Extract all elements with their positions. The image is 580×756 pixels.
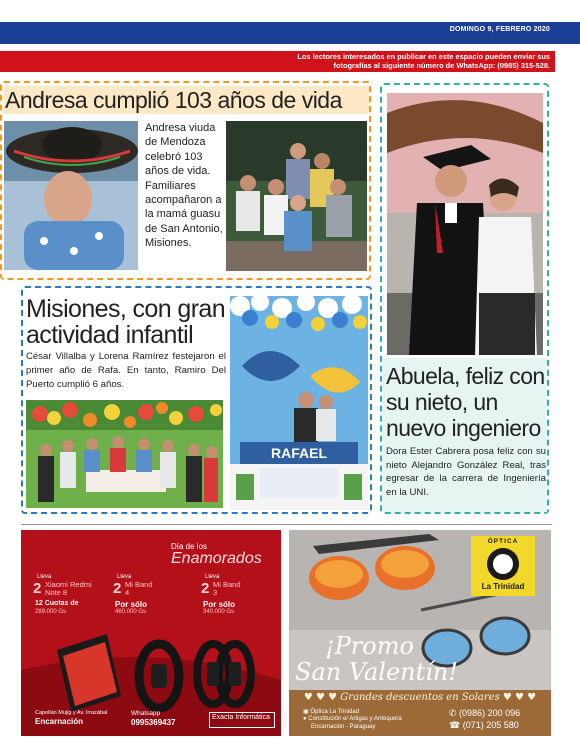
optica-strip-text: ♥ ♥ ♥ Grandes descuentos en Solares ♥ ♥ ♥ <box>303 692 537 703</box>
optica-logo-top: ÓPTICA <box>487 538 519 545</box>
offer-3-qty: 2 <box>201 580 210 597</box>
phone-icon: ☎ <box>449 720 463 730</box>
story-andresa-title: Andresa cumplió 103 años de vida <box>3 86 369 114</box>
photo-andresa-family <box>226 121 367 271</box>
optica-promo-line-2: San Valentín! <box>295 658 459 686</box>
optica-address-1: ● Constitución e/ Artigas y Antequera <box>303 716 402 722</box>
photo-andresa-portrait <box>4 121 138 270</box>
ad-exacta-brand-logo: Exacta Informática <box>209 712 275 728</box>
notice-line-1: Los lectores interesados en publicar en este espacio pueden enviar sus <box>297 52 550 61</box>
notice-text <box>190 53 550 70</box>
offer-2-qty: 2 <box>113 580 122 597</box>
offer-1-name: Xiaomi Redmi Note 8 <box>45 580 92 597</box>
ad-exacta-valentines <box>21 530 281 736</box>
whatsapp-number: WhatsApp: (0985) 315-528. <box>456 60 550 70</box>
ad-optica-la-trinidad <box>289 530 551 736</box>
cake-banner-text: RAFAEL <box>271 445 327 461</box>
offer-3-name: Mi Band 3 <box>213 580 241 597</box>
heart-icons: ♥ ♥ ♥ <box>499 692 537 703</box>
offer-1-label: Lleva <box>37 574 52 580</box>
offer-2-label: Lleva <box>117 574 132 580</box>
photo-party-group <box>26 400 223 508</box>
offer-2-price-label: Por sólo <box>115 600 148 609</box>
offer-1-qty: 2 <box>33 580 42 597</box>
story-abuela-body: Dora Ester Cabrera posa feliz con su nieto Alejandro González Real, tras egresar de la carrera de Ingeniería en la UNI. <box>386 446 546 498</box>
offer-3-price-label: Por sólo <box>203 600 236 609</box>
optica-info-strip <box>289 690 551 736</box>
optica-promo-line-1: ¡Promo <box>325 632 414 660</box>
whatsapp-icon: ✆ <box>449 708 460 718</box>
optica-address-2: Encarnación - Paraguay <box>311 724 376 730</box>
offer-3-label: Lleva <box>205 574 220 580</box>
offer-2-price: 460.000 Gs <box>115 609 147 615</box>
story-misiones-body: César Villalba y Lorena Ramírez festejaron el primer año de Rafa. En tanto, Ramiro Del Puerto cumplió 6 años. <box>26 351 226 390</box>
optica-logo-name: La Trinidad <box>481 582 525 591</box>
ads-separator <box>21 524 552 525</box>
ad-exacta-whatsapp-label: Whatsapp <box>131 710 161 717</box>
offer-1-price: 289.000 Gs <box>35 609 67 615</box>
offer-2-name: Mi Band 4 <box>125 580 153 597</box>
offer-3-price: 340.000 Gs <box>203 609 235 615</box>
story-andresa-body: Andresa viuda de Mendoza celebró 103 años de vida. Familiares acompañaron a la mamá guasu de San Antonio, Misiones. <box>145 122 223 250</box>
facebook-icon: ▣ <box>303 709 311 715</box>
optica-facebook: ▣ Óptica La Trinidad <box>303 709 360 715</box>
heart-icons: ♥ ♥ ♥ <box>303 692 341 703</box>
ad-exacta-whatsapp: 0995369437 <box>131 718 176 727</box>
optica-phone-2: ☎ (071) 205 580 <box>449 720 519 730</box>
page-date: DOMINGO 9, FEBRERO 2020 <box>449 26 550 33</box>
story-misiones-title: Misiones, con gran actividad infantil <box>26 295 226 349</box>
photo-graduate-with-grandmother <box>387 93 543 355</box>
top-white-strip <box>0 0 580 22</box>
photo-baby-shark-party <box>230 296 368 510</box>
ad-exacta-city: Encarnación <box>35 717 84 726</box>
ad-exacta-heading-script: Enamorados <box>171 550 262 567</box>
ad-exacta-address: Capellán Mujig y Av. Irrazábal <box>35 710 108 716</box>
ad-exacta-heading-small: Día de los <box>171 542 208 551</box>
optica-phone-1: ✆ (0986) 200 096 <box>449 708 521 718</box>
notice-line-2: fotografías al siguiente número de WhatsApp: (0985) 315-528. <box>333 60 550 70</box>
story-abuela-title: Abuela, feliz con su nieto, un nuevo ingeniero <box>386 363 545 441</box>
offer-1-price-label: 12 Cuotas de <box>35 600 79 607</box>
location-pin-icon: ● <box>303 716 309 722</box>
